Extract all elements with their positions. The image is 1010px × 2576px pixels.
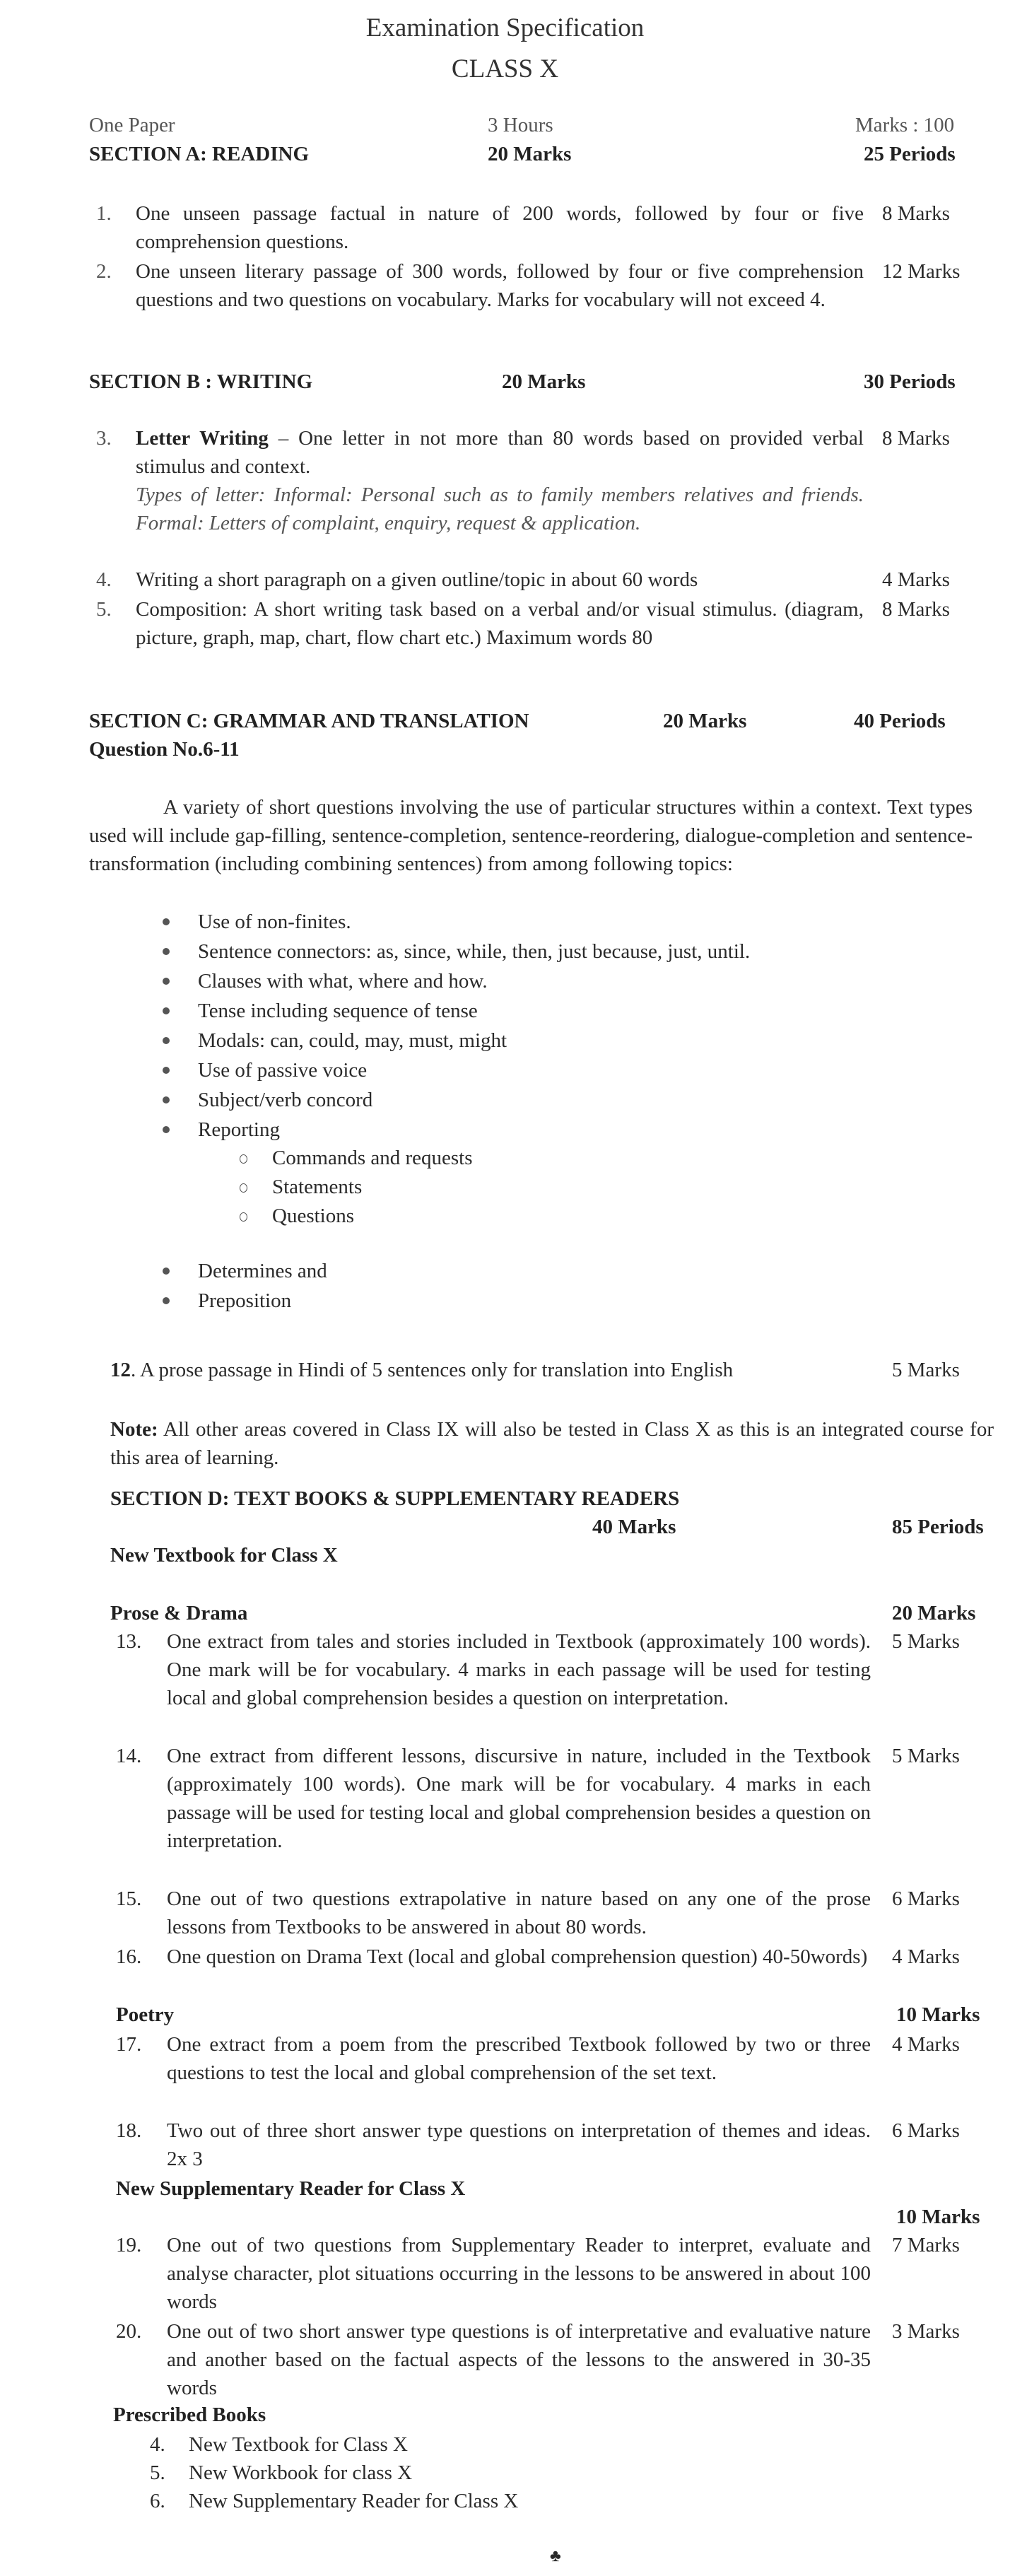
section-c-title: SECTION C: GRAMMAR AND TRANSLATION xyxy=(89,710,529,732)
question-text: . A prose passage in Hindi of 5 sentences only for translation into English xyxy=(131,1359,734,1381)
question-text: One out of two questions extrapolative in nature based on any one of the prose lessons from Textbooks to be answered in about 80 words. xyxy=(167,1887,871,1938)
question-marks: 8 Marks xyxy=(882,427,950,450)
question-marks: 5 Marks xyxy=(892,1630,960,1653)
duration: 3 Hours xyxy=(488,114,553,136)
total-marks: Marks : 100 xyxy=(855,114,955,136)
section-d-periods: 85 Periods xyxy=(892,1516,984,1538)
question-number: 1. xyxy=(96,202,112,225)
question-20 xyxy=(116,2317,872,2402)
section-a-marks: 20 Marks xyxy=(488,143,572,165)
subtopic-item: Questions xyxy=(237,1202,473,1231)
question-marks: 4 Marks xyxy=(892,1945,960,1968)
topic-item: Tense including sequence of tense xyxy=(163,997,750,1026)
question-text: One out of two short answer type questions is of interpretative and evaluative nature and another based on the factual aspects of the lessons to the answered in 30-35 words xyxy=(167,2320,871,2399)
question-text: Two out of three short answer type questions on interpretation of themes and ideas. 2x 3 xyxy=(167,2119,871,2170)
question-19 xyxy=(116,2231,872,2316)
club-ornament-icon: ♣ xyxy=(550,2547,561,2565)
topic-item: Use of non-finites. xyxy=(163,908,750,937)
question-marks: 12 Marks xyxy=(882,260,961,283)
question-5 xyxy=(96,595,867,652)
question-marks: 8 Marks xyxy=(882,202,950,225)
question-3 xyxy=(96,424,867,537)
question-lead: Letter Writing xyxy=(136,427,269,450)
prose-marks: 20 Marks xyxy=(892,1602,976,1624)
question-marks: 5 Marks xyxy=(892,1359,960,1381)
topic-item: Subject/verb concord xyxy=(163,1086,750,1116)
question-number: 15. xyxy=(116,1887,142,1910)
prescribed-books-list xyxy=(150,2430,518,2515)
question-13 xyxy=(116,1627,872,1712)
grammar-intro: A variety of short questions involving the use of particular structures within a context. Text types used will include gap-filling, sentence-completion, sentence-reordering, dialogue-completion and sentence-transformation (including combining sentences) from among following topics: xyxy=(89,796,973,875)
question-text: One question on Drama Text (local and global comprehension question) 40-50words) xyxy=(167,1945,868,1968)
grammar-topics-list xyxy=(163,908,750,1145)
question-15 xyxy=(116,1885,872,1941)
question-1 xyxy=(96,199,867,256)
question-marks: 3 Marks xyxy=(892,2320,960,2343)
question-marks: 8 Marks xyxy=(882,598,950,621)
question-number: 17. xyxy=(116,2033,142,2056)
class-title: CLASS X xyxy=(451,54,559,83)
question-number: 18. xyxy=(116,2119,142,2142)
question-text: One unseen passage factual in nature of 200 words, followed by four or five comprehension questions. xyxy=(136,202,864,253)
section-c-periods: 40 Periods xyxy=(854,710,946,732)
document-title: Examination Specification xyxy=(365,13,645,42)
question-17 xyxy=(116,2030,872,2087)
prescribed-books-heading: Prescribed Books xyxy=(113,2404,266,2426)
question-18 xyxy=(116,2117,872,2173)
more-topics-list xyxy=(163,1257,327,1316)
question-16 xyxy=(116,1943,872,1971)
question-number: 4. xyxy=(96,568,112,591)
question-marks: 7 Marks xyxy=(892,2234,960,2256)
note-label: Note: xyxy=(110,1418,158,1441)
question-range: Question No.6-11 xyxy=(89,738,240,761)
question-4 xyxy=(96,566,867,594)
section-b-periods: 30 Periods xyxy=(864,370,956,393)
topic-item: Determines and xyxy=(163,1257,327,1287)
question-number: 5. xyxy=(96,598,112,621)
textbook-heading: New Textbook for Class X xyxy=(110,1544,338,1567)
question-text: One extract from different lessons, discursive in nature, included in the Textbook (approximately 100 words). One mark will be for vocabulary. 4 marks in each passage will be used for testing local and global comprehension besides a question on interpretation. xyxy=(167,1745,871,1852)
question-text: One extract from a poem from the prescribed Textbook followed by two or three questions to test the local and global comprehension of the set text. xyxy=(167,2033,871,2084)
question-text: – One letter in not more than 80 words based on provided verbal stimulus and context. xyxy=(136,427,864,478)
section-a-periods: 25 Periods xyxy=(864,143,956,165)
topic-item: Clauses with what, where and how. xyxy=(163,967,750,997)
question-marks: 6 Marks xyxy=(892,2119,960,2142)
subtopic-item: Commands and requests xyxy=(237,1144,473,1173)
question-number: 19. xyxy=(116,2234,142,2256)
note-text: All other areas covered in Class IX will also be tested in Class X as this is an integrated course for this area of learning. xyxy=(110,1418,994,1469)
question-text: One extract from tales and stories included in Textbook (approximately 100 words). One mark will be for vocabulary. 4 marks in each passage will be used for testing local and global comprehension besides a question on interpretation. xyxy=(167,1630,871,1709)
paper-count: One Paper xyxy=(89,114,175,136)
question-marks: 4 Marks xyxy=(882,568,950,591)
topic-item: Reporting xyxy=(163,1116,750,1145)
poetry-heading: Poetry xyxy=(116,2003,175,2026)
topic-item: Use of passive voice xyxy=(163,1056,750,1086)
section-a-title: SECTION A: READING xyxy=(89,143,309,165)
section-c-marks: 20 Marks xyxy=(663,710,747,732)
topic-item: Preposition xyxy=(163,1287,327,1316)
question-number: 3. xyxy=(96,427,112,450)
reporting-subtopics xyxy=(237,1144,473,1231)
supplementary-heading: New Supplementary Reader for Class X xyxy=(116,2177,466,2200)
section-b-title: SECTION B : WRITING xyxy=(89,370,313,393)
question-number: 20. xyxy=(116,2320,142,2343)
prose-heading: Prose & Drama xyxy=(110,1602,248,1624)
book-item: 6. New Supplementary Reader for Class X xyxy=(150,2490,519,2512)
note xyxy=(110,1415,994,1472)
question-marks: 6 Marks xyxy=(892,1887,960,1910)
section-d-title: SECTION D: TEXT BOOKS & SUPPLEMENTARY READERS xyxy=(110,1487,680,1510)
question-marks: 5 Marks xyxy=(892,1745,960,1767)
question-number: 14. xyxy=(116,1745,142,1767)
question-12 xyxy=(110,1356,733,1384)
letter-types-note: Types of letter: Informal: Personal such as to family members relatives and friends. Formal: Letters of complaint, enquiry, request & application. xyxy=(136,484,864,534)
supplementary-marks: 10 Marks xyxy=(896,2206,980,2228)
question-text: Writing a short paragraph on a given outline/topic in about 60 words xyxy=(136,568,698,591)
book-item: 5. New Workbook for class X xyxy=(150,2461,413,2484)
section-d-marks: 40 Marks xyxy=(592,1516,676,1538)
question-text: Composition: A short writing task based on a verbal and/or visual stimulus. (diagram, picture, graph, map, chart, flow chart etc.) Maximum words 80 xyxy=(136,598,864,649)
subtopic-item: Statements xyxy=(237,1173,473,1202)
section-b-marks: 20 Marks xyxy=(502,370,586,393)
question-text: One out of two questions from Supplementary Reader to interpret, evaluate and analyse character, plot situations occurring in the lessons to be answered in about 100 words xyxy=(167,2234,871,2313)
book-item: 4. New Textbook for Class X xyxy=(150,2433,408,2456)
question-marks: 4 Marks xyxy=(892,2033,960,2056)
question-2 xyxy=(96,257,867,314)
question-14 xyxy=(116,1742,872,1855)
question-number: 16. xyxy=(116,1945,142,1968)
question-number: 12 xyxy=(110,1359,131,1381)
question-text: One unseen literary passage of 300 words, followed by four or five comprehension questions and two questions on vocabulary. Marks for vocabulary will not exceed 4. xyxy=(136,260,864,311)
poetry-marks: 10 Marks xyxy=(896,2003,980,2026)
topic-item: Modals: can, could, may, must, might xyxy=(163,1026,750,1056)
question-number: 2. xyxy=(96,260,112,283)
question-number: 13. xyxy=(116,1630,142,1653)
topic-item: Sentence connectors: as, since, while, then, just because, just, until. xyxy=(163,937,750,967)
